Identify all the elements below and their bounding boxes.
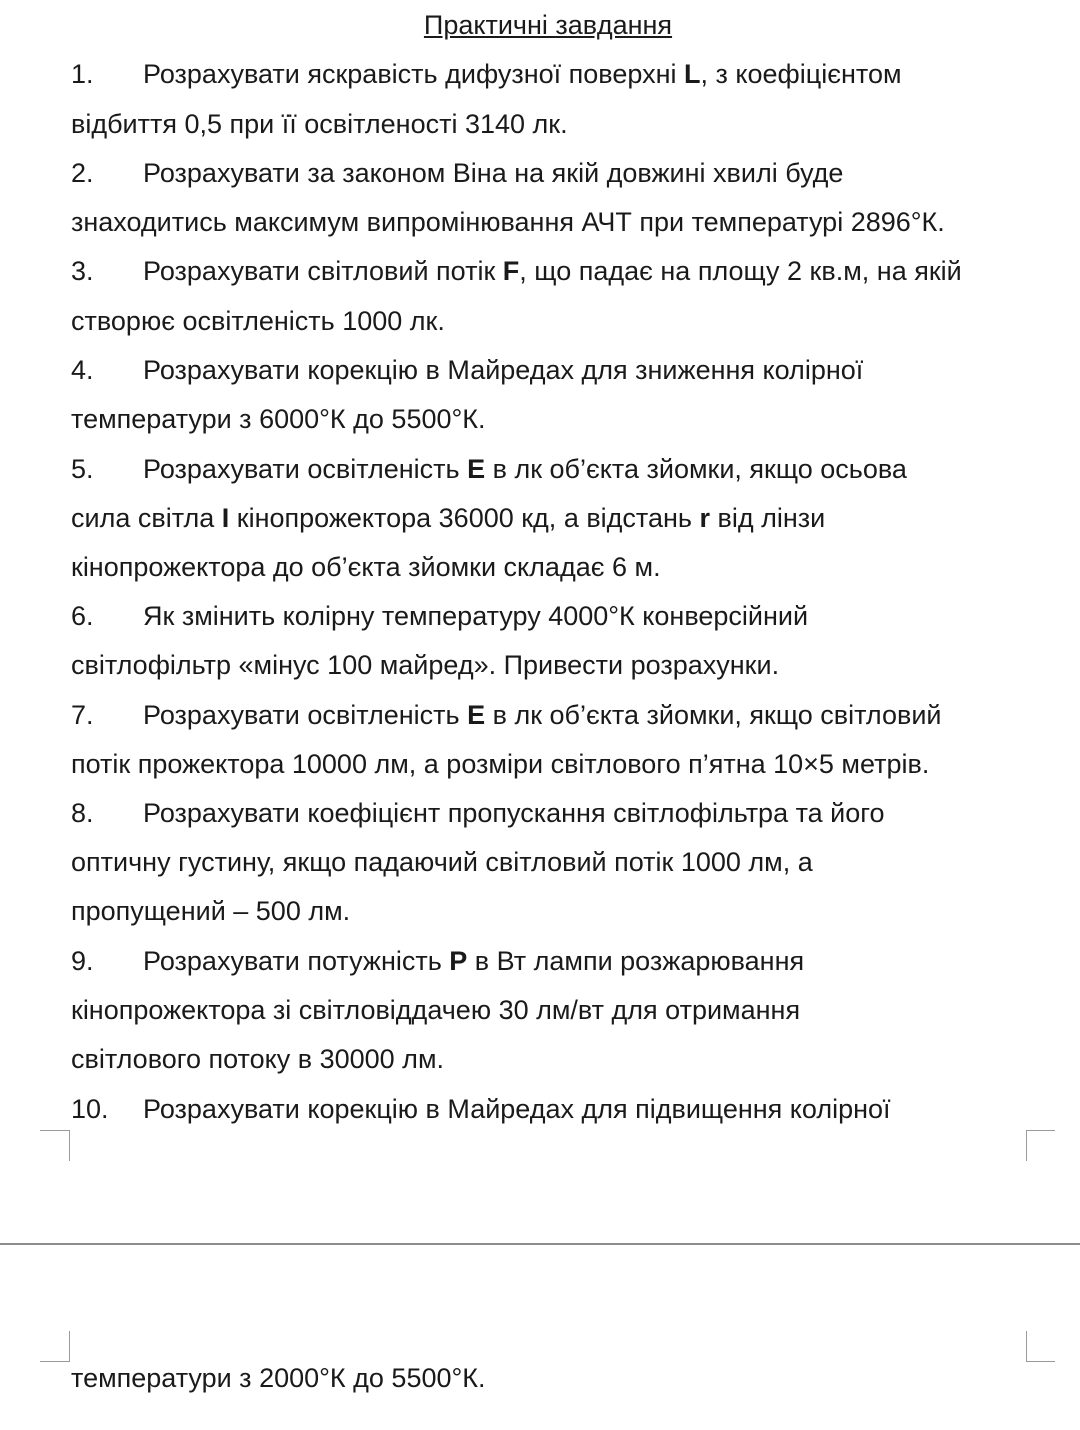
task-1: 1. Розрахувати яскравість дифузної поверхні L, з коефіцієнтом <box>71 59 902 89</box>
task-5-line-2: сила світла I кінопрожектора 36000 кд, а відстань r від лінзи <box>71 503 826 533</box>
symbol-E: E <box>467 454 486 484</box>
task-5: 5. Розрахувати освітленість E в лк об’єкта зйомки, якщо осьова <box>71 454 907 484</box>
symbol-F: F <box>502 256 520 286</box>
task-4-line-2: температури з 6000°К до 5500°К. <box>71 404 486 434</box>
margin-corner-top-left <box>40 1130 70 1161</box>
task-10: 10. Розрахувати корекцію в Майредах для підвищення колірної <box>71 1094 891 1124</box>
task-number: 9. <box>71 946 94 976</box>
task-5-line-3: кінопрожектора до об’єкта зйомки складає 6 м. <box>71 552 661 582</box>
task-1-line-2: відбиття 0,5 при її освітленості 3140 лк. <box>71 109 568 139</box>
task-number: 7. <box>71 700 94 730</box>
task-6: 6. Як змінить колірну температуру 4000°К конверсійний <box>71 601 809 631</box>
symbol-E: E <box>467 700 486 730</box>
page-break <box>0 1243 1080 1245</box>
task-number: 1. <box>71 59 94 89</box>
task-2-line-2: знаходитись максимум випромінювання АЧТ при температурі 2896°К. <box>71 207 945 237</box>
symbol-I: I <box>221 503 230 533</box>
symbol-L: L <box>683 59 701 89</box>
task-6-line-2: світлофільтр «мінус 100 майред». Привести розрахунки. <box>71 650 780 680</box>
task-number: 4. <box>71 355 94 385</box>
task-9-line-3: світлового потоку в 30000 лм. <box>71 1044 445 1074</box>
task-10-line-2: температури з 2000°К до 5500°К. <box>71 1363 486 1393</box>
task-9: 9. Розрахувати потужність P в Вт лампи розжарювання <box>71 946 805 976</box>
margin-corner-top-right <box>1026 1130 1055 1161</box>
page-title: Практичні завдання <box>423 10 673 40</box>
task-7-line-2: потік прожектора 10000 лм, а розміри світлового п’ятна 10×5 метрів. <box>71 749 930 779</box>
task-number: 5. <box>71 454 94 484</box>
task-number: 6. <box>71 601 94 631</box>
symbol-P: P <box>449 946 468 976</box>
task-8-line-2: оптичну густину, якщо падаючий світловий потік 1000 лм, а <box>71 847 813 877</box>
task-number: 2. <box>71 158 94 188</box>
task-8: 8. Розрахувати коефіцієнт пропускання світлофільтра та його <box>71 798 885 828</box>
task-3-line-2: створює освітленість 1000 лк. <box>71 306 445 336</box>
task-number: 8. <box>71 798 94 828</box>
task-9-line-2: кінопрожектора зі світловіддачею 30 лм/вт для отримання <box>71 995 801 1025</box>
task-number: 3. <box>71 256 94 286</box>
margin-corner-bottom-right <box>1026 1331 1055 1362</box>
task-3: 3. Розрахувати світловий потік F, що падає на площу 2 кв.м, на якій <box>71 256 962 286</box>
task-4: 4. Розрахувати корекцію в Майредах для зниження колірної <box>71 355 864 385</box>
margin-corner-bottom-left <box>40 1331 70 1362</box>
task-7: 7. Розрахувати освітленість E в лк об’єкта зйомки, якщо світловий <box>71 700 942 730</box>
task-number: 10. <box>71 1094 109 1124</box>
task-8-line-3: пропущений – 500 лм. <box>71 896 351 926</box>
symbol-r: r <box>699 503 711 533</box>
task-2: 2. Розрахувати за законом Віна на якій довжині хвилі буде <box>71 158 844 188</box>
